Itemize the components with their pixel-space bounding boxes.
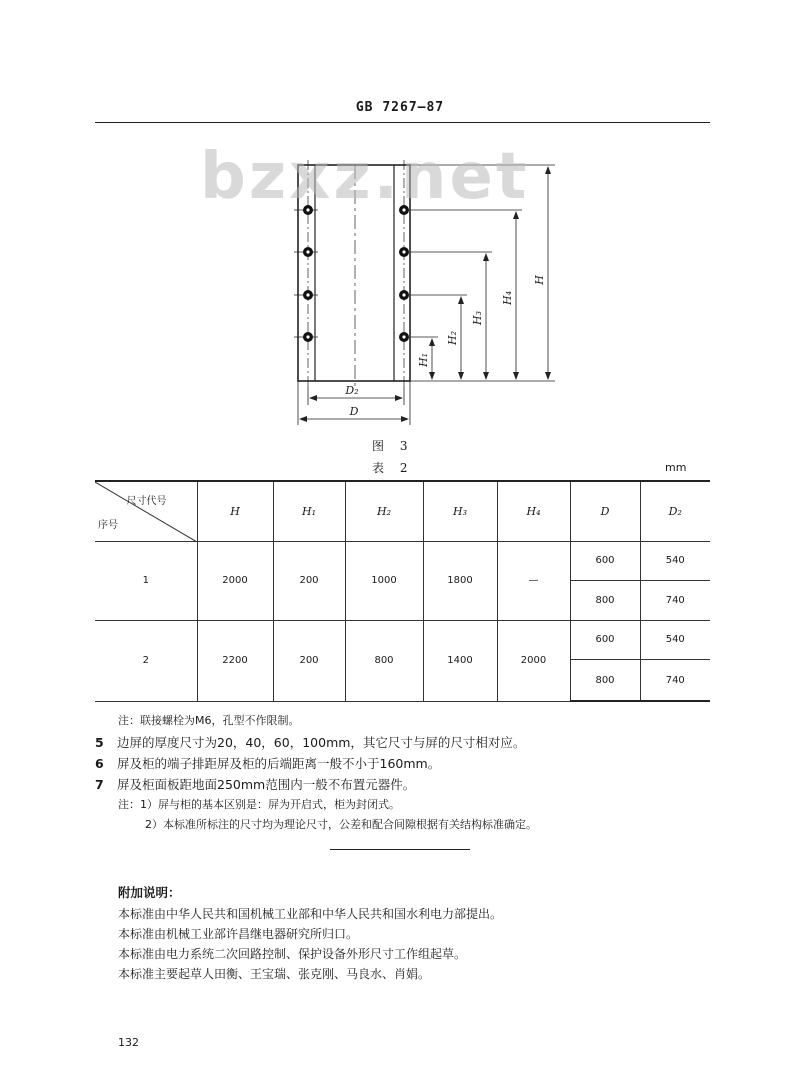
cell-H1: 200 <box>273 541 345 620</box>
cell-H2: 800 <box>345 620 423 701</box>
clause-text: 屏及柜的端子排距屏及柜的后端距离一般不小于160mm。 <box>117 756 441 771</box>
clause-text: 屏及柜面板距地面250mm范围内一般不布置元器件。 <box>117 777 416 792</box>
watermark: bzxz.net <box>200 140 530 214</box>
unit-label: mm <box>665 461 687 474</box>
clause-text: 边屏的厚度尺寸为20，40，60，100mm，其它尺寸与屏的尺寸相对应。 <box>117 735 526 750</box>
col-header-H: H <box>197 481 273 541</box>
clause-7 <box>95 775 415 793</box>
dim-label-D2: D₂ <box>345 384 359 397</box>
figure-3-drawing <box>0 0 800 440</box>
col-header-H4: H₄ <box>497 481 570 541</box>
cell-D2: 740 <box>640 581 710 621</box>
col-header-D: D <box>570 481 640 541</box>
additional-line: 本标准由机械工业部许昌继电器研究所归口。 <box>118 927 359 941</box>
cell-H2: 1000 <box>345 541 423 620</box>
additional-line: 本标准由电力系统二次回路控制、保护设备外形尺寸工作组起草。 <box>118 947 467 961</box>
cell-seq: 1 <box>95 541 197 620</box>
col-header-H1: H₁ <box>273 481 345 541</box>
clause-number: 7 <box>95 777 104 792</box>
dim-label-H1: H₁ <box>417 352 430 368</box>
table-note: 注：联接螺栓为M6，孔型不作限制。 <box>118 714 300 727</box>
corner-label-dimension-code: 尺寸代号 <box>126 496 167 507</box>
cell-D2: 540 <box>640 541 710 581</box>
cell-H4: 2000 <box>497 620 570 701</box>
cell-D: 600 <box>570 620 640 660</box>
figure-caption: 图 3 <box>372 439 414 453</box>
cell-D: 800 <box>570 581 640 621</box>
clause-5 <box>95 733 525 751</box>
clause-number: 5 <box>95 735 104 750</box>
corner-diagonal <box>95 482 197 542</box>
dim-label-H3: H₃ <box>471 310 484 326</box>
clause-note-1: 注：1）屏与柜的基本区别是：屏为开启式，柜为封闭式。 <box>118 798 400 811</box>
cell-H3: 1400 <box>423 620 497 701</box>
cell-H4: — <box>497 541 570 620</box>
cell-H1: 200 <box>273 620 345 701</box>
clause-note-2: 2）本标准所标注的尺寸均为理论尺寸，公差和配合间隙根据有关结构标准确定。 <box>145 818 537 831</box>
cell-H: 2000 <box>197 541 273 620</box>
dimension-table <box>95 480 710 702</box>
table-caption: 表 2 <box>372 461 414 475</box>
cell-H3: 1800 <box>423 541 497 620</box>
col-header-H3: H₃ <box>423 481 497 541</box>
page-number: 132 <box>118 1036 139 1049</box>
table-corner-cell <box>95 481 197 541</box>
table-row <box>95 541 710 581</box>
dim-label-D: D <box>349 405 359 418</box>
additional-line: 本标准主要起草人田衡、王宝瑞、张克刚、马良水、肖娟。 <box>118 967 431 981</box>
cell-H: 2200 <box>197 620 273 701</box>
additional-line: 本标准由中华人民共和国机械工业部和中华人民共和国水利电力部提出。 <box>118 907 503 921</box>
cell-D2: 540 <box>640 620 710 660</box>
table-row <box>95 620 710 660</box>
bolt-holes <box>303 205 409 342</box>
col-header-D2: D₂ <box>640 481 710 541</box>
cell-D: 800 <box>570 660 640 701</box>
section-divider <box>330 849 470 850</box>
dim-label-H4: H₄ <box>501 290 514 306</box>
clause-number: 6 <box>95 756 104 771</box>
cell-D: 600 <box>570 541 640 581</box>
col-header-H2: H₂ <box>345 481 423 541</box>
standard-code: GB 7267—87 <box>355 100 445 115</box>
clause-6 <box>95 754 440 772</box>
dim-label-H: H <box>533 275 546 285</box>
additional-heading: 附加说明： <box>118 885 181 900</box>
corner-label-seq: 序号 <box>98 519 118 531</box>
cell-seq: 2 <box>95 620 197 701</box>
dim-label-H2: H₂ <box>446 330 459 346</box>
cell-D2: 740 <box>640 660 710 701</box>
